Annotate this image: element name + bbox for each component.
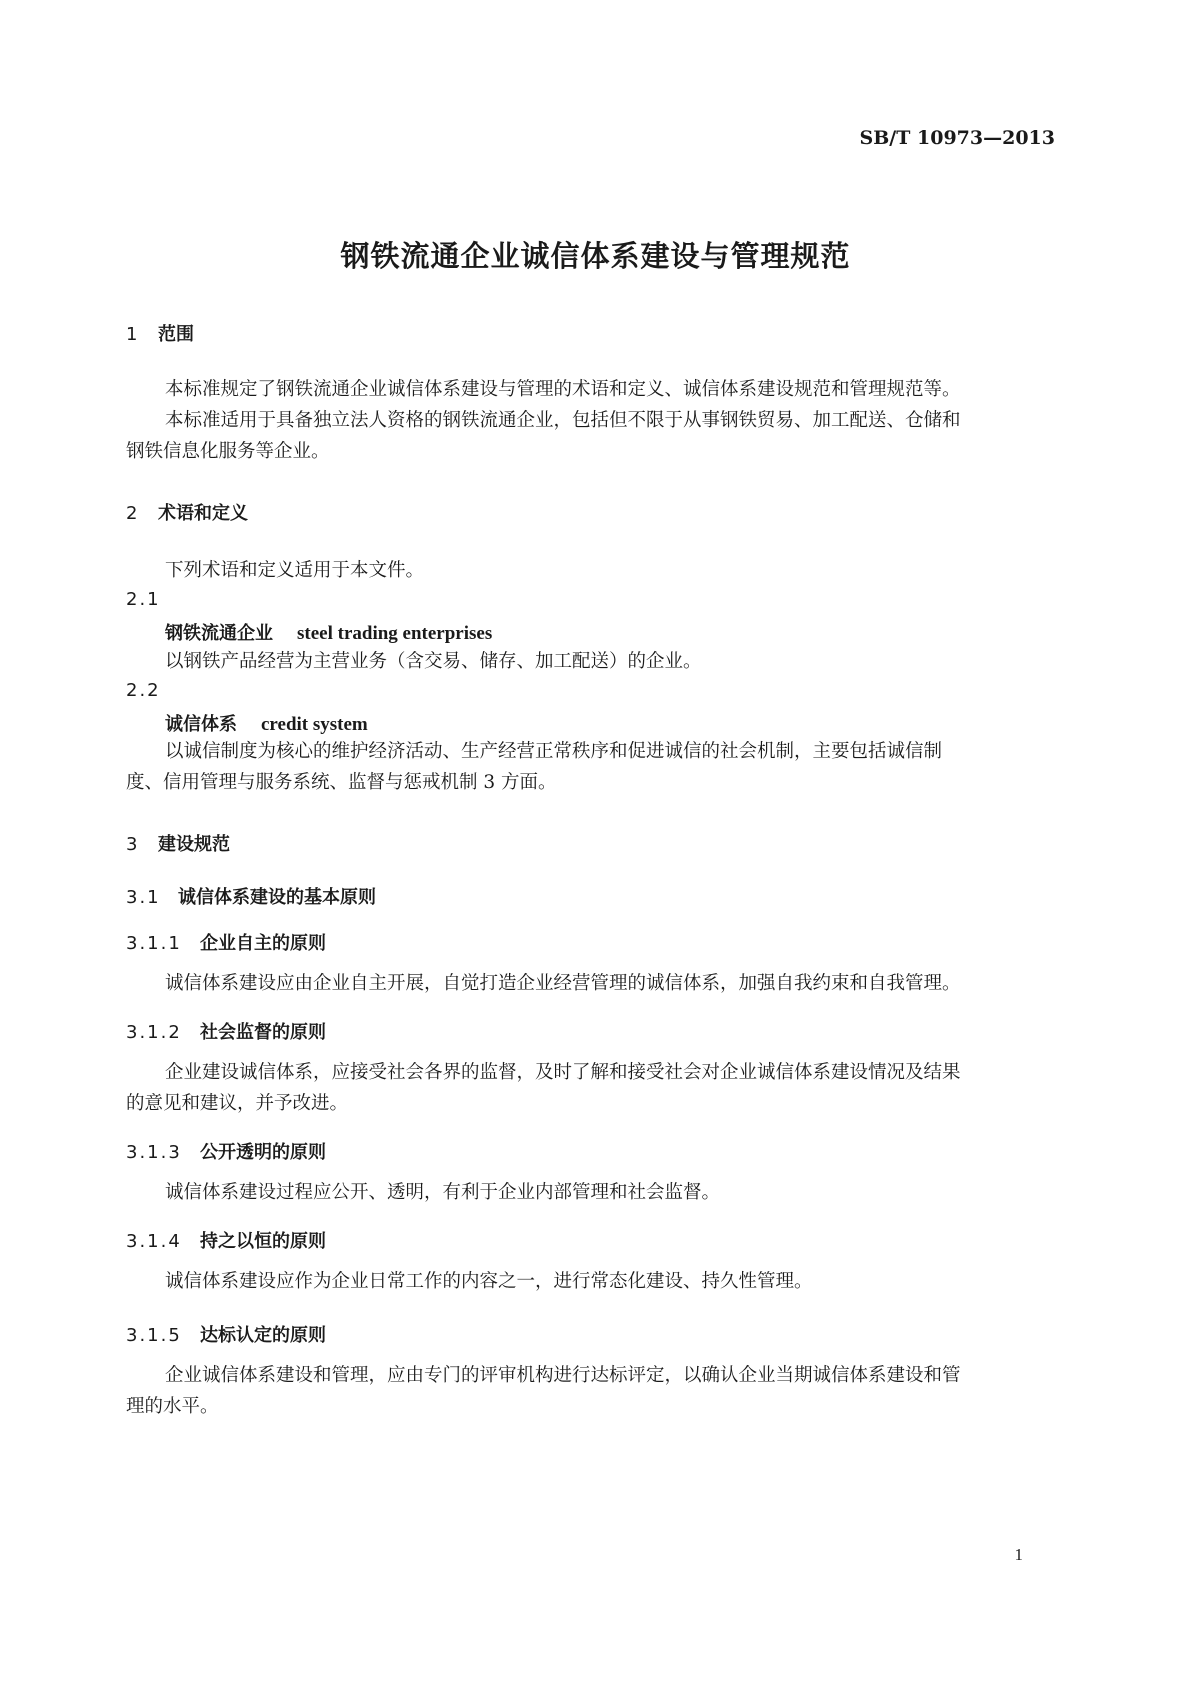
section-1-paragraph-2-line-1: 本标准适用于具备独立法人资格的钢铁流通企业，包括但不限于从事钢铁贸易、加工配送、仓储和 bbox=[165, 410, 961, 431]
section-2-heading bbox=[126, 499, 248, 525]
section-number: 3.1.2 bbox=[126, 1022, 182, 1043]
section-1-heading bbox=[126, 320, 194, 346]
section-title: 诚信体系建设的基本原则 bbox=[178, 887, 376, 908]
section-title: 公开透明的原则 bbox=[200, 1142, 326, 1163]
section-number: 3.1 bbox=[126, 887, 161, 908]
section-3-1-5-paragraph-line-1: 企业诚信体系建设和管理，应由专门的评审机构进行达标评定，以确认企业当期诚信体系建设和管 bbox=[165, 1365, 961, 1386]
section-3-1-5-paragraph-line-2: 理的水平。 bbox=[126, 1396, 219, 1417]
section-3-1-heading bbox=[126, 883, 376, 909]
page-number: 1 bbox=[1014, 1545, 1023, 1564]
term-2-2-number: 2.2 bbox=[126, 680, 161, 701]
section-number: 3 bbox=[126, 834, 138, 855]
section-title: 范围 bbox=[158, 324, 194, 345]
document-title: 钢铁流通企业诚信体系建设与管理规范 bbox=[340, 239, 851, 273]
section-title: 企业自主的原则 bbox=[200, 933, 326, 954]
term-2-2-definition-line-1: 以诚信制度为核心的维护经济活动、生产经营正常秩序和促进诚信的社会机制，主要包括诚信制 bbox=[165, 741, 943, 762]
term-zh: 诚信体系 bbox=[165, 714, 237, 735]
term-en: credit system bbox=[261, 714, 368, 735]
section-3-1-4-paragraph: 诚信体系建设应作为企业日常工作的内容之一，进行常态化建设、持久性管理。 bbox=[165, 1271, 813, 1292]
section-title: 术语和定义 bbox=[158, 503, 248, 524]
term-2-2-definition-line-2: 度、信用管理与服务系统、监督与惩戒机制 3 方面。 bbox=[126, 772, 557, 793]
section-2-intro: 下列术语和定义适用于本文件。 bbox=[165, 560, 425, 581]
section-3-1-3-heading bbox=[126, 1138, 326, 1164]
section-number: 3.1.5 bbox=[126, 1325, 182, 1346]
section-title: 达标认定的原则 bbox=[200, 1325, 326, 1346]
section-number: 3.1.3 bbox=[126, 1142, 182, 1163]
section-1-paragraph-2-line-2: 钢铁信息化服务等企业。 bbox=[126, 441, 330, 462]
section-number: 2 bbox=[126, 503, 138, 524]
term-2-1-number: 2.1 bbox=[126, 589, 161, 610]
standard-code: SB/T 10973—2013 bbox=[859, 127, 1055, 149]
section-title: 持之以恒的原则 bbox=[200, 1231, 326, 1252]
section-3-1-2-heading bbox=[126, 1018, 326, 1044]
section-3-1-2-paragraph-line-1: 企业建设诚信体系，应接受社会各界的监督，及时了解和接受社会对企业诚信体系建设情况及结果 bbox=[165, 1062, 961, 1083]
section-title: 建设规范 bbox=[158, 834, 230, 855]
section-3-1-1-heading bbox=[126, 929, 326, 955]
section-3-1-5-heading bbox=[126, 1321, 326, 1347]
section-1-paragraph-1: 本标准规定了钢铁流通企业诚信体系建设与管理的术语和定义、诚信体系建设规范和管理规范等。 bbox=[165, 379, 961, 400]
term-2-2-title bbox=[165, 710, 368, 736]
section-3-1-1-paragraph: 诚信体系建设应由企业自主开展，自觉打造企业经营管理的诚信体系，加强自我约束和自我管理。 bbox=[165, 973, 961, 994]
section-3-1-4-heading bbox=[126, 1227, 326, 1253]
term-2-1-title bbox=[165, 619, 492, 645]
section-3-1-2-paragraph-line-2: 的意见和建议，并予改进。 bbox=[126, 1093, 349, 1114]
section-3-heading bbox=[126, 830, 230, 856]
term-2-1-definition: 以钢铁产品经营为主营业务（含交易、储存、加工配送）的企业。 bbox=[165, 651, 702, 672]
term-zh: 钢铁流通企业 bbox=[165, 623, 273, 644]
section-number: 3.1.1 bbox=[126, 933, 182, 954]
section-title: 社会监督的原则 bbox=[200, 1022, 326, 1043]
section-3-1-3-paragraph: 诚信体系建设过程应公开、透明，有利于企业内部管理和社会监督。 bbox=[165, 1182, 721, 1203]
section-number: 3.1.4 bbox=[126, 1231, 182, 1252]
section-number: 1 bbox=[126, 324, 138, 345]
term-en: steel trading enterprises bbox=[297, 623, 493, 644]
